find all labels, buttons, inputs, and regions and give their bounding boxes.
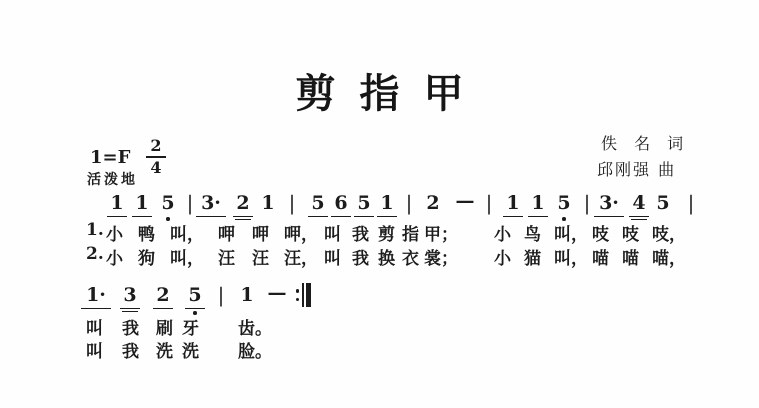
lyric-syllable: 换 (378, 249, 395, 269)
lyric-syllable: 鸟 (524, 225, 541, 245)
lyric-syllable: 喵 (592, 249, 609, 269)
lyric-syllable: 呷 (252, 225, 269, 245)
note: 3 (120, 284, 140, 309)
note-low-octave: 5 (185, 284, 205, 309)
half-note-dash: — (455, 190, 475, 212)
barline: | (687, 191, 695, 215)
lyric-syllable: 刷 (156, 319, 173, 339)
lyric-syllable: 裳； (424, 249, 458, 269)
barline: | (186, 191, 194, 215)
lyric-syllable: 2. (86, 244, 104, 264)
barline: | (288, 191, 296, 215)
lyric-syllable: 小 (106, 225, 123, 245)
lyric-syllable: 小 (494, 225, 511, 245)
lyric-syllable: 剪 (378, 225, 395, 245)
note-dotted: 3· (594, 192, 624, 217)
lyric-syllable: 指 (402, 225, 419, 245)
lyric-syllable: 我 (352, 225, 369, 245)
note: 1 (377, 192, 397, 217)
note-dotted: 3· (196, 192, 226, 217)
meter-denominator: 4 (150, 158, 162, 177)
note: 1 (261, 192, 275, 214)
repeat-thin-bar (302, 283, 304, 307)
lyric-syllable: 小 (494, 249, 511, 269)
note: 6 (331, 192, 351, 217)
lyric-syllable: 叫， (170, 225, 204, 245)
note-dotted: 1· (81, 284, 111, 309)
lyric-syllable: 鸭 (138, 225, 155, 245)
lyric-syllable: 叫， (554, 225, 588, 245)
note: 1 (240, 284, 254, 306)
lyric-syllable: 喵 (622, 249, 639, 269)
lyric-syllable: 猫 (524, 249, 541, 269)
lyric-syllable: 1. (86, 220, 104, 240)
key-tonic: 1=F (90, 146, 131, 168)
repeat-thick-bar (306, 283, 311, 307)
lyric-syllable: 甲； (424, 225, 458, 245)
lyric-syllable: 叫 (86, 319, 103, 339)
lyric-syllable: 洗 (182, 342, 199, 362)
half-note-dash: — (267, 282, 287, 304)
note: 1 (107, 192, 127, 217)
note-low-octave: 5 (158, 192, 178, 214)
lyric-syllable: 吱 (592, 225, 609, 245)
composer-credit: 邱刚强 曲 (597, 160, 677, 179)
lyric-syllable: 我 (122, 342, 139, 362)
lyric-syllable: 脸。 (238, 342, 272, 362)
lyric-syllable: 呷， (284, 225, 318, 245)
lyric-syllable: 吱， (652, 225, 686, 245)
note: 1 (503, 192, 523, 217)
note: 5 (656, 192, 670, 214)
barline: | (583, 191, 591, 215)
lyric-syllable: 呷 (218, 225, 235, 245)
lyric-syllable: 我 (122, 319, 139, 339)
tempo-marking: 活泼地 (87, 172, 138, 188)
repeat-dots (296, 289, 299, 301)
lyric-syllable: 牙 (182, 319, 199, 339)
lyric-syllable: 汪 (218, 249, 235, 269)
note: 1 (132, 192, 152, 217)
note: 1 (528, 192, 548, 217)
lyric-syllable: 吱 (622, 225, 639, 245)
lyric-syllable: 叫 (324, 225, 341, 245)
repeat-end-sign (296, 283, 311, 307)
lyric-syllable: 汪， (284, 249, 318, 269)
lyric-syllable: 小 (106, 249, 123, 269)
song-title: 剪指甲 (295, 71, 488, 117)
note: 5 (354, 192, 374, 217)
lyric-syllable: 叫， (170, 249, 204, 269)
note: 2 (153, 284, 173, 309)
lyric-syllable: 叫， (554, 249, 588, 269)
note: 2 (426, 192, 440, 214)
lyric-syllable: 叫 (324, 249, 341, 269)
note-low-octave: 5 (554, 192, 574, 214)
lyric-syllable: 洗 (156, 342, 173, 362)
lyricist-credit: 佚 名 词 (601, 134, 690, 153)
lyric-syllable: 喵， (652, 249, 686, 269)
barline: | (217, 283, 225, 307)
note: 2 (233, 192, 253, 217)
lyric-syllable: 齿。 (238, 319, 272, 339)
barline: | (485, 191, 493, 215)
lyric-syllable: 狗 (138, 249, 155, 269)
time-signature (146, 138, 165, 176)
lyric-syllable: 叫 (86, 342, 103, 362)
lyric-syllable: 汪 (252, 249, 269, 269)
note: 5 (308, 192, 328, 217)
meter-numerator: 2 (146, 138, 165, 158)
note: 4 (629, 192, 649, 217)
lyric-syllable: 我 (352, 249, 369, 269)
barline: | (405, 191, 413, 215)
lyric-syllable: 衣 (402, 249, 419, 269)
